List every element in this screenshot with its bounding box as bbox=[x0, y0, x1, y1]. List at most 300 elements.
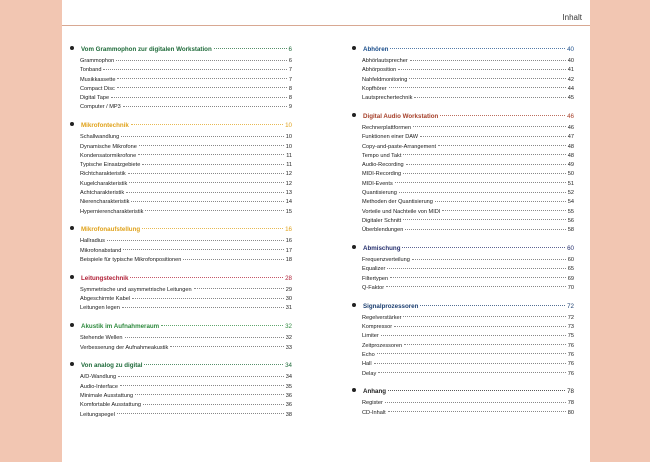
book-page bbox=[62, 0, 590, 462]
entry-page-number: 70 bbox=[567, 284, 574, 291]
entry-label: Abhörposition bbox=[362, 67, 397, 74]
section-items bbox=[352, 399, 574, 418]
entry-page-number: 55 bbox=[567, 208, 574, 215]
entry-label: Musikkassette bbox=[80, 76, 116, 83]
dot-leader bbox=[121, 136, 284, 137]
entry-label: Nahfeldmonitoring bbox=[362, 76, 408, 83]
entry-label: A/D-Wandlung bbox=[80, 374, 117, 381]
entry-label: Hypernierencharakteristik bbox=[80, 208, 144, 215]
entry-page-number: 34 bbox=[285, 374, 292, 381]
entry-page-number: 33 bbox=[285, 344, 292, 351]
entry-page-number: 73 bbox=[567, 324, 574, 331]
toc-left-column bbox=[70, 44, 292, 427]
dot-leader bbox=[404, 344, 566, 345]
entry-page-number: 60 bbox=[567, 257, 574, 264]
section-items bbox=[352, 256, 574, 293]
entry-page-number: 49 bbox=[567, 162, 574, 169]
entry-label: Compact Disc bbox=[80, 85, 115, 92]
dot-leader bbox=[118, 376, 284, 377]
toc-entry[interactable] bbox=[352, 208, 574, 217]
entry-page-number: 10 bbox=[285, 143, 292, 150]
entry-page-number: 51 bbox=[567, 180, 574, 187]
section-title: Abmischung bbox=[363, 245, 401, 253]
toc-section bbox=[70, 360, 292, 419]
dot-leader bbox=[170, 346, 283, 347]
section-items bbox=[352, 314, 574, 379]
toc-entry[interactable] bbox=[70, 76, 292, 85]
entry-label: Kopfhörer bbox=[362, 85, 387, 92]
entry-page-number: 44 bbox=[567, 85, 574, 92]
section-heading[interactable] bbox=[70, 360, 292, 371]
dot-leader bbox=[144, 364, 283, 365]
entry-page-number: 6 bbox=[288, 58, 292, 64]
bullet-icon bbox=[352, 245, 356, 249]
dot-leader bbox=[145, 210, 283, 211]
dot-leader bbox=[123, 249, 283, 250]
dot-leader bbox=[122, 307, 284, 308]
section-title: Akustik im Aufnahmeraum bbox=[81, 323, 160, 331]
dot-leader bbox=[117, 78, 286, 79]
dot-leader bbox=[395, 182, 566, 183]
entry-label: Methoden der Quantisierung bbox=[362, 199, 433, 206]
toc-entry[interactable] bbox=[352, 85, 574, 94]
section-heading[interactable] bbox=[70, 120, 292, 131]
dot-leader bbox=[131, 124, 283, 125]
toc-entry[interactable] bbox=[70, 334, 292, 343]
dot-leader bbox=[194, 288, 284, 289]
toc-entry[interactable] bbox=[70, 256, 292, 265]
toc-entry[interactable] bbox=[352, 152, 574, 161]
section-page-number: 78 bbox=[567, 388, 574, 396]
entry-label: Kugelcharakteristik bbox=[80, 180, 128, 187]
dot-leader bbox=[161, 325, 283, 326]
entry-label: Zeitprozessoren bbox=[362, 342, 403, 349]
entry-label: Register bbox=[362, 400, 383, 407]
toc-entry[interactable] bbox=[352, 256, 574, 265]
toc-entry[interactable] bbox=[70, 133, 292, 142]
entry-label: Abgeschirmte Kabel bbox=[80, 296, 131, 303]
entry-page-number: 8 bbox=[288, 85, 292, 92]
entry-page-number: 38 bbox=[285, 411, 292, 418]
toc-section bbox=[70, 224, 292, 265]
entry-page-number: 75 bbox=[567, 333, 574, 340]
section-title: Mikrofontechnik bbox=[81, 122, 129, 130]
dot-leader bbox=[402, 247, 565, 248]
dot-leader bbox=[410, 60, 566, 61]
entry-label: Digitaler Schnitt bbox=[362, 217, 402, 224]
section-page-number: 40 bbox=[567, 46, 574, 53]
toc-entry[interactable] bbox=[70, 94, 292, 103]
dot-leader bbox=[388, 390, 565, 391]
bullet-icon bbox=[70, 46, 74, 50]
toc-entry[interactable] bbox=[352, 370, 574, 379]
toc-section bbox=[352, 111, 574, 236]
toc-entry[interactable] bbox=[352, 314, 574, 323]
entry-page-number: 11 bbox=[286, 152, 292, 159]
entry-page-number: 7 bbox=[288, 76, 292, 83]
entry-label: MIDI-Recording bbox=[362, 171, 402, 178]
toc-entry[interactable] bbox=[352, 124, 574, 133]
dot-leader bbox=[142, 228, 283, 229]
section-items bbox=[70, 57, 292, 113]
toc-entry[interactable] bbox=[352, 143, 574, 152]
dot-leader bbox=[406, 164, 566, 165]
entry-label: Limiter bbox=[362, 333, 379, 340]
section-title: Vom Grammophon zur digitalen Workstation bbox=[81, 46, 212, 53]
entry-page-number: 42 bbox=[567, 76, 574, 83]
entry-page-number: 41 bbox=[567, 67, 574, 74]
toc-entry[interactable] bbox=[352, 198, 574, 207]
entry-label: Abhörlautsprecher bbox=[362, 58, 408, 64]
section-title: Leitungstechnik bbox=[81, 274, 129, 282]
section-title: Mikrofonaufstellung bbox=[81, 226, 141, 234]
dot-leader bbox=[125, 337, 284, 338]
toc-entry[interactable] bbox=[70, 286, 292, 295]
section-heading[interactable] bbox=[352, 44, 574, 55]
toc-entry[interactable] bbox=[70, 161, 292, 170]
bullet-icon bbox=[352, 113, 356, 117]
dot-leader bbox=[413, 126, 566, 127]
dot-leader bbox=[374, 363, 566, 364]
entry-label: Stehende Wellen bbox=[80, 335, 123, 342]
toc-entry[interactable] bbox=[70, 304, 292, 313]
dot-leader bbox=[403, 316, 565, 317]
entry-page-number: 52 bbox=[567, 190, 574, 197]
toc-entry[interactable] bbox=[352, 217, 574, 226]
entry-label: Equalizer bbox=[362, 266, 386, 273]
toc-entry[interactable] bbox=[352, 332, 574, 341]
section-title: Abhören bbox=[363, 46, 389, 53]
dot-leader bbox=[126, 192, 284, 193]
dot-leader bbox=[130, 277, 283, 278]
entry-page-number: 72 bbox=[567, 314, 574, 321]
dot-leader bbox=[139, 145, 284, 146]
section-heading[interactable] bbox=[352, 301, 574, 312]
toc-entry[interactable] bbox=[352, 351, 574, 360]
entry-label: Dynamische Mikrofone bbox=[80, 143, 137, 150]
dot-leader bbox=[398, 69, 566, 70]
entry-label: Kompressor bbox=[362, 324, 393, 331]
toc-entry[interactable] bbox=[352, 94, 574, 103]
dot-leader bbox=[138, 154, 284, 155]
section-items bbox=[352, 57, 574, 103]
dot-leader bbox=[116, 60, 287, 61]
dot-leader bbox=[111, 97, 287, 98]
dot-leader bbox=[420, 136, 566, 137]
entry-label: Hall bbox=[362, 361, 372, 368]
dot-leader bbox=[385, 402, 566, 403]
entry-page-number: 69 bbox=[567, 275, 574, 282]
dot-leader bbox=[128, 173, 284, 174]
dot-leader bbox=[390, 277, 566, 278]
entry-label: Frequenzverteilung bbox=[362, 257, 410, 264]
section-page-number: 34 bbox=[285, 362, 292, 370]
toc-entry[interactable] bbox=[352, 275, 574, 284]
section-items bbox=[70, 373, 292, 419]
section-page-number: 28 bbox=[285, 274, 292, 282]
entry-label: Symmetrische und asymmetrische Leitungen bbox=[80, 286, 192, 293]
entry-page-number: 9 bbox=[288, 104, 292, 111]
toc-entry[interactable] bbox=[70, 198, 292, 207]
entry-page-number: 40 bbox=[567, 58, 574, 64]
entry-page-number: 15 bbox=[285, 208, 292, 215]
dot-leader bbox=[131, 201, 283, 202]
dot-leader bbox=[403, 219, 566, 220]
dot-leader bbox=[183, 259, 283, 260]
entry-label: Digital Tape bbox=[80, 95, 110, 102]
toc-entry[interactable] bbox=[352, 409, 574, 418]
toc-entry[interactable] bbox=[352, 399, 574, 408]
toc-entry[interactable] bbox=[70, 85, 292, 94]
entry-page-number: 12 bbox=[285, 180, 292, 187]
entry-page-number: 76 bbox=[567, 351, 574, 358]
entry-label: Schallwandlung bbox=[80, 134, 120, 141]
entry-label: MIDI-Events bbox=[362, 180, 393, 187]
entry-label: Hallradius bbox=[80, 238, 105, 245]
toc-entry[interactable] bbox=[352, 360, 574, 369]
toc-entry[interactable] bbox=[70, 411, 292, 420]
entry-page-number: 76 bbox=[567, 370, 574, 377]
toc-entry[interactable] bbox=[70, 66, 292, 75]
entry-label: Lautsprechertechnik bbox=[362, 95, 413, 102]
entry-label: Audio-Recording bbox=[362, 162, 404, 169]
toc-section bbox=[352, 243, 574, 293]
toc-section bbox=[352, 301, 574, 379]
toc-entry[interactable] bbox=[70, 189, 292, 198]
entry-label: Funktionen einer DAW bbox=[362, 134, 419, 141]
toc-entry[interactable] bbox=[352, 161, 574, 170]
toc-entry[interactable] bbox=[70, 247, 292, 256]
bullet-icon bbox=[70, 275, 74, 279]
dot-leader bbox=[129, 182, 284, 183]
entry-page-number: 46 bbox=[567, 124, 574, 131]
entry-page-number: 30 bbox=[285, 296, 292, 303]
toc-section bbox=[70, 44, 292, 113]
entry-page-number: 32 bbox=[285, 335, 292, 342]
entry-label: Leitungen legen bbox=[80, 305, 120, 312]
entry-page-number: 56 bbox=[567, 217, 574, 224]
dot-leader bbox=[142, 164, 284, 165]
entry-page-number: 10 bbox=[285, 134, 292, 141]
entry-label: Kondensatormikrofone bbox=[80, 152, 137, 159]
entry-label: Regelverstärker bbox=[362, 314, 402, 321]
section-heading[interactable] bbox=[352, 111, 574, 122]
entry-page-number: 50 bbox=[567, 171, 574, 178]
entry-label: Tonband bbox=[80, 67, 102, 74]
dot-leader bbox=[403, 154, 565, 155]
dot-leader bbox=[435, 201, 566, 202]
dot-leader bbox=[103, 69, 286, 70]
section-page-number: 16 bbox=[285, 226, 292, 234]
section-title: Von analog zu digital bbox=[81, 362, 143, 370]
toc-entry[interactable] bbox=[70, 401, 292, 410]
entry-page-number: 14 bbox=[285, 199, 292, 206]
dot-leader bbox=[117, 413, 284, 414]
entry-page-number: 8 bbox=[288, 95, 292, 102]
dot-leader bbox=[214, 48, 287, 49]
entry-label: Echo bbox=[362, 351, 375, 358]
section-items bbox=[70, 286, 292, 314]
toc-entry[interactable] bbox=[352, 170, 574, 179]
section-heading[interactable] bbox=[70, 224, 292, 235]
entry-label: Typische Einsatzgebiete bbox=[80, 162, 141, 169]
dot-leader bbox=[414, 97, 565, 98]
section-heading[interactable] bbox=[70, 321, 292, 332]
toc-section bbox=[70, 321, 292, 353]
entry-label: Audio-Interface bbox=[80, 383, 118, 390]
entry-page-number: 18 bbox=[285, 257, 292, 264]
section-items bbox=[70, 133, 292, 217]
entry-page-number: 11 bbox=[286, 162, 292, 169]
entry-page-number: 45 bbox=[567, 95, 574, 102]
toc-entry[interactable] bbox=[352, 189, 574, 198]
dot-leader bbox=[440, 115, 565, 116]
toc-entry[interactable] bbox=[70, 180, 292, 189]
toc-entry[interactable] bbox=[352, 226, 574, 235]
entry-label: Tempo und Takt bbox=[362, 152, 402, 159]
toc-entry[interactable] bbox=[70, 373, 292, 382]
entry-page-number: 35 bbox=[285, 383, 292, 390]
section-heading[interactable] bbox=[70, 44, 292, 55]
toc-entry[interactable] bbox=[70, 103, 292, 112]
toc-entry[interactable] bbox=[352, 323, 574, 332]
bullet-icon bbox=[70, 226, 74, 230]
bullet-icon bbox=[70, 122, 74, 126]
entry-label: Minimale Ausstattung bbox=[80, 392, 134, 399]
entry-page-number: 36 bbox=[285, 402, 292, 409]
section-heading[interactable] bbox=[352, 386, 574, 397]
entry-label: Grammophon bbox=[80, 58, 115, 64]
page-header-title: Inhalt bbox=[562, 13, 582, 22]
entry-page-number: 47 bbox=[567, 134, 574, 141]
entry-label: Überblendungen bbox=[362, 227, 404, 234]
toc-entry[interactable] bbox=[352, 342, 574, 351]
section-page-number: 72 bbox=[567, 302, 574, 310]
entry-page-number: 48 bbox=[567, 143, 574, 150]
toc-section bbox=[70, 273, 292, 314]
toc-entry[interactable] bbox=[70, 208, 292, 217]
entry-label: Komfortable Ausstattung bbox=[80, 402, 141, 409]
entry-page-number: 36 bbox=[285, 392, 292, 399]
dot-leader bbox=[389, 87, 566, 88]
toc-entry[interactable] bbox=[352, 180, 574, 189]
toc-entry[interactable] bbox=[352, 133, 574, 142]
dot-leader bbox=[409, 78, 565, 79]
dot-leader bbox=[135, 394, 284, 395]
entry-label: Leitungspegel bbox=[80, 411, 115, 418]
section-page-number: 6 bbox=[288, 46, 292, 53]
bullet-icon bbox=[352, 388, 356, 392]
entry-page-number: 76 bbox=[567, 342, 574, 349]
entry-label: Rechnerplattformen bbox=[362, 124, 412, 131]
toc-entry[interactable] bbox=[352, 57, 574, 66]
entry-label: Mikrofonabstand bbox=[80, 247, 122, 254]
dot-leader bbox=[412, 259, 566, 260]
dot-leader bbox=[405, 229, 565, 230]
entry-label: Vorteile und Nachteile von MIDI bbox=[362, 208, 441, 215]
toc-entry[interactable] bbox=[70, 170, 292, 179]
toc-entry[interactable] bbox=[352, 66, 574, 75]
entry-page-number: 80 bbox=[567, 409, 574, 416]
toc-entry[interactable] bbox=[70, 344, 292, 353]
header-rule bbox=[62, 25, 590, 26]
entry-page-number: 76 bbox=[567, 361, 574, 368]
toc-entry[interactable] bbox=[70, 295, 292, 304]
toc-section bbox=[70, 120, 292, 217]
toc-entry[interactable] bbox=[70, 383, 292, 392]
entry-label: Achtcharakteristik bbox=[80, 190, 125, 197]
section-items bbox=[352, 124, 574, 236]
toc-section bbox=[352, 386, 574, 418]
dot-leader bbox=[387, 268, 565, 269]
dot-leader bbox=[442, 210, 565, 211]
dot-leader bbox=[388, 411, 566, 412]
entry-page-number: 54 bbox=[567, 199, 574, 206]
dot-leader bbox=[386, 286, 566, 287]
bullet-icon bbox=[352, 46, 356, 50]
entry-page-number: 13 bbox=[285, 190, 292, 197]
entry-page-number: 58 bbox=[567, 227, 574, 234]
bullet-icon bbox=[70, 362, 74, 366]
bullet-icon bbox=[352, 303, 356, 307]
entry-label: Verbesserung der Aufnahmeakustik bbox=[80, 344, 169, 351]
entry-page-number: 65 bbox=[567, 266, 574, 273]
dot-leader bbox=[438, 145, 566, 146]
entry-label: CD-Inhalt bbox=[362, 409, 386, 416]
dot-leader bbox=[403, 173, 566, 174]
entry-page-number: 17 bbox=[285, 247, 292, 254]
entry-label: Filtertypen bbox=[362, 275, 389, 282]
dot-leader bbox=[420, 305, 565, 306]
entry-page-number: 48 bbox=[567, 152, 574, 159]
section-items bbox=[70, 334, 292, 353]
section-heading[interactable] bbox=[70, 273, 292, 284]
section-items bbox=[70, 237, 292, 265]
section-title: Anhang bbox=[363, 388, 387, 396]
section-heading[interactable] bbox=[352, 243, 574, 254]
entry-page-number: 31 bbox=[285, 305, 292, 312]
toc-entry[interactable] bbox=[70, 57, 292, 66]
dot-leader bbox=[377, 353, 566, 354]
toc-entry[interactable] bbox=[70, 152, 292, 161]
bullet-icon bbox=[70, 323, 74, 327]
toc-entry[interactable] bbox=[352, 265, 574, 274]
entry-label: Richtcharakteristik bbox=[80, 171, 126, 178]
entry-page-number: 29 bbox=[285, 286, 292, 293]
toc-entry[interactable] bbox=[70, 237, 292, 246]
dot-leader bbox=[394, 326, 566, 327]
toc-entry[interactable] bbox=[352, 284, 574, 293]
section-page-number: 32 bbox=[285, 323, 292, 331]
entry-page-number: 16 bbox=[285, 238, 292, 245]
section-title: Digital Audio Workstation bbox=[363, 112, 439, 120]
entry-label: Copy-and-paste-Arrangement bbox=[362, 143, 436, 150]
toc-entry[interactable] bbox=[352, 76, 574, 85]
toc-entry[interactable] bbox=[70, 143, 292, 152]
section-page-number: 10 bbox=[285, 122, 292, 130]
entry-label: Nierencharakteristik bbox=[80, 199, 130, 206]
entry-label: Computer / MP3 bbox=[80, 104, 121, 111]
dot-leader bbox=[381, 335, 566, 336]
toc-entry[interactable] bbox=[70, 392, 292, 401]
dot-leader bbox=[117, 87, 287, 88]
dot-leader bbox=[107, 240, 284, 241]
entry-page-number: 12 bbox=[285, 171, 292, 178]
dot-leader bbox=[399, 192, 566, 193]
entry-page-number: 7 bbox=[288, 67, 292, 74]
dot-leader bbox=[123, 106, 287, 107]
entry-label: Quantisierung bbox=[362, 190, 397, 197]
